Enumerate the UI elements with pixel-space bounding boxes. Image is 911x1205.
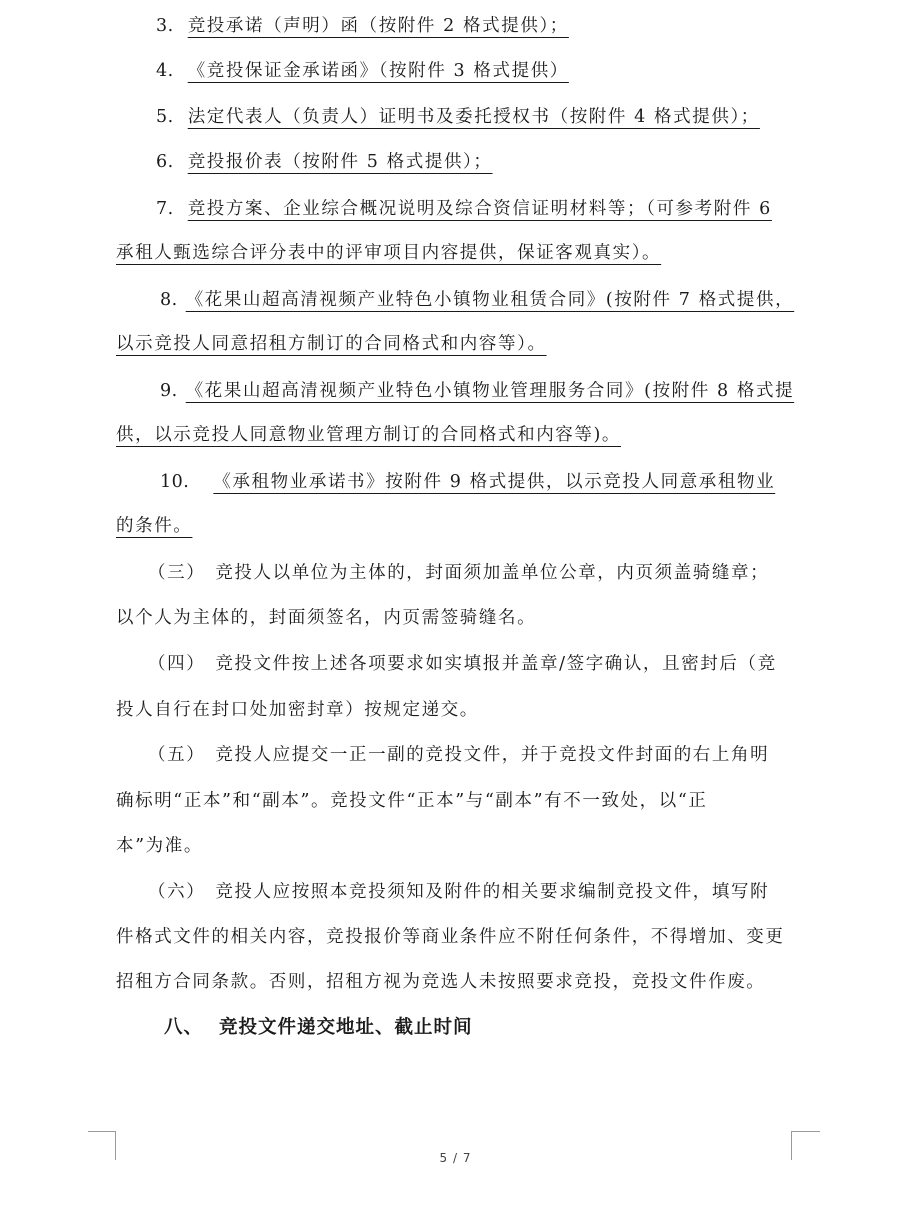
paragraph-6 bbox=[148, 880, 824, 904]
paragraph-text-line1: 竞投文件按上述各项要求如实填报并盖章/签字确认，且密封后（竞 bbox=[215, 654, 777, 674]
paragraph-text-line2: 件格式文件的相关内容，竞投报价等商业条件应不附任何条件，不得增加、变更 bbox=[116, 927, 785, 947]
paragraph-3 bbox=[148, 561, 824, 585]
paragraph-text-line3: 招租方合同条款。否则，招租方视为竞选人未按照要求竞投，竞投文件作废。 bbox=[116, 972, 766, 992]
item-number: 9. bbox=[160, 381, 178, 401]
page-number: 5 / 7 bbox=[439, 1151, 472, 1165]
item-number: 4. bbox=[156, 61, 174, 81]
list-item-9 bbox=[160, 379, 836, 403]
item-text: 法定代表人（负责人）证明书及委托授权书（按附件 4 格式提供）； bbox=[187, 107, 760, 127]
list-item-7 bbox=[156, 197, 832, 221]
item-number: 5. bbox=[156, 107, 174, 127]
item-text: 《竞投保证金承诺函》（按附件 3 格式提供） bbox=[187, 61, 569, 81]
paragraph-text-line2: 确标明“正本”和“副本”。竞投文件“正本”与“副本”有不一致处，以“正 bbox=[116, 791, 708, 811]
item-text: 竞投报价表（按附件 5 格式提供）； bbox=[187, 152, 493, 172]
item-text-line1: 《花果山超高清视频产业特色小镇物业租赁合同》(按附件 7 格式提供， bbox=[185, 290, 795, 310]
list-item-10-continuation bbox=[116, 514, 792, 538]
section-title: 竞投文件递交地址、截止时间 bbox=[219, 1017, 473, 1038]
paragraph-6-continuation bbox=[116, 925, 792, 949]
item-text-line2: 以示竞投人同意招租方制订的合同格式和内容等）。 bbox=[116, 334, 547, 354]
paragraph-5-continuation-2 bbox=[116, 834, 792, 858]
paragraph-text-line3: 本”为准。 bbox=[116, 836, 203, 856]
paragraph-label: （三） bbox=[148, 563, 206, 583]
item-number: 8. bbox=[160, 290, 178, 310]
item-text-line1: 《花果山超高清视频产业特色小镇物业管理服务合同》(按附件 8 格式提 bbox=[185, 381, 795, 401]
item-number: 3. bbox=[156, 16, 174, 36]
paragraph-3-continuation bbox=[116, 606, 792, 630]
paragraph-4-continuation bbox=[116, 698, 792, 722]
paragraph-label: （六） bbox=[148, 882, 206, 902]
section-heading bbox=[164, 1016, 473, 1040]
item-text-line2: 供，以示竞投人同意物业管理方制订的合同格式和内容等)。 bbox=[116, 425, 622, 445]
list-item-10 bbox=[160, 470, 836, 494]
paragraph-4 bbox=[148, 652, 824, 676]
item-text-line2: 承租人甄选综合评分表中的评审项目内容提供，保证客观真实）。 bbox=[116, 243, 662, 263]
paragraph-label: （四） bbox=[148, 654, 206, 674]
list-item-8 bbox=[160, 288, 836, 312]
paragraph-text-line2: 投人自行在封口处加密封章）按规定递交。 bbox=[116, 700, 479, 720]
paragraph-text-line1: 竞投人应提交一正一副的竞投文件，并于竞投文件封面的右上角明 bbox=[215, 745, 770, 765]
list-item-9-continuation bbox=[116, 423, 792, 447]
list-item-3 bbox=[156, 14, 832, 38]
paragraph-label: （五） bbox=[148, 745, 206, 765]
paragraph-5 bbox=[148, 743, 824, 767]
list-item-5 bbox=[156, 105, 832, 129]
list-item-7-continuation bbox=[116, 241, 792, 265]
item-text: 竞投承诺（声明）函（按附件 2 格式提供）； bbox=[187, 16, 569, 36]
list-item-6 bbox=[156, 150, 832, 174]
paragraph-text-line1: 竞投人应按照本竞投须知及附件的相关要求编制竞投文件，填写附 bbox=[215, 882, 770, 902]
list-item-8-continuation bbox=[116, 332, 792, 356]
paragraph-text-line1: 竞投人以单位为主体的，封面须加盖单位公章，内页须盖骑缝章； bbox=[215, 563, 770, 583]
item-text-line2: 的条件。 bbox=[116, 516, 193, 536]
section-number: 八、 bbox=[164, 1017, 204, 1038]
list-item-4 bbox=[156, 59, 832, 83]
item-text-line1: 竞投方案、企业综合概况说明及综合资信证明材料等；（可参考附件 6 bbox=[187, 199, 772, 219]
item-number: 6. bbox=[156, 152, 174, 172]
paragraph-5-continuation bbox=[116, 789, 792, 813]
paragraph-text-line2: 以个人为主体的，封面须签名，内页需签骑缝名。 bbox=[116, 608, 537, 628]
item-number: 7. bbox=[156, 199, 174, 219]
item-number: 10. bbox=[160, 472, 190, 492]
item-text-line1: 《承租物业承诺书》按附件 9 格式提供，以示竞投人同意承租物业 bbox=[213, 472, 776, 492]
paragraph-6-continuation-2 bbox=[116, 970, 792, 994]
